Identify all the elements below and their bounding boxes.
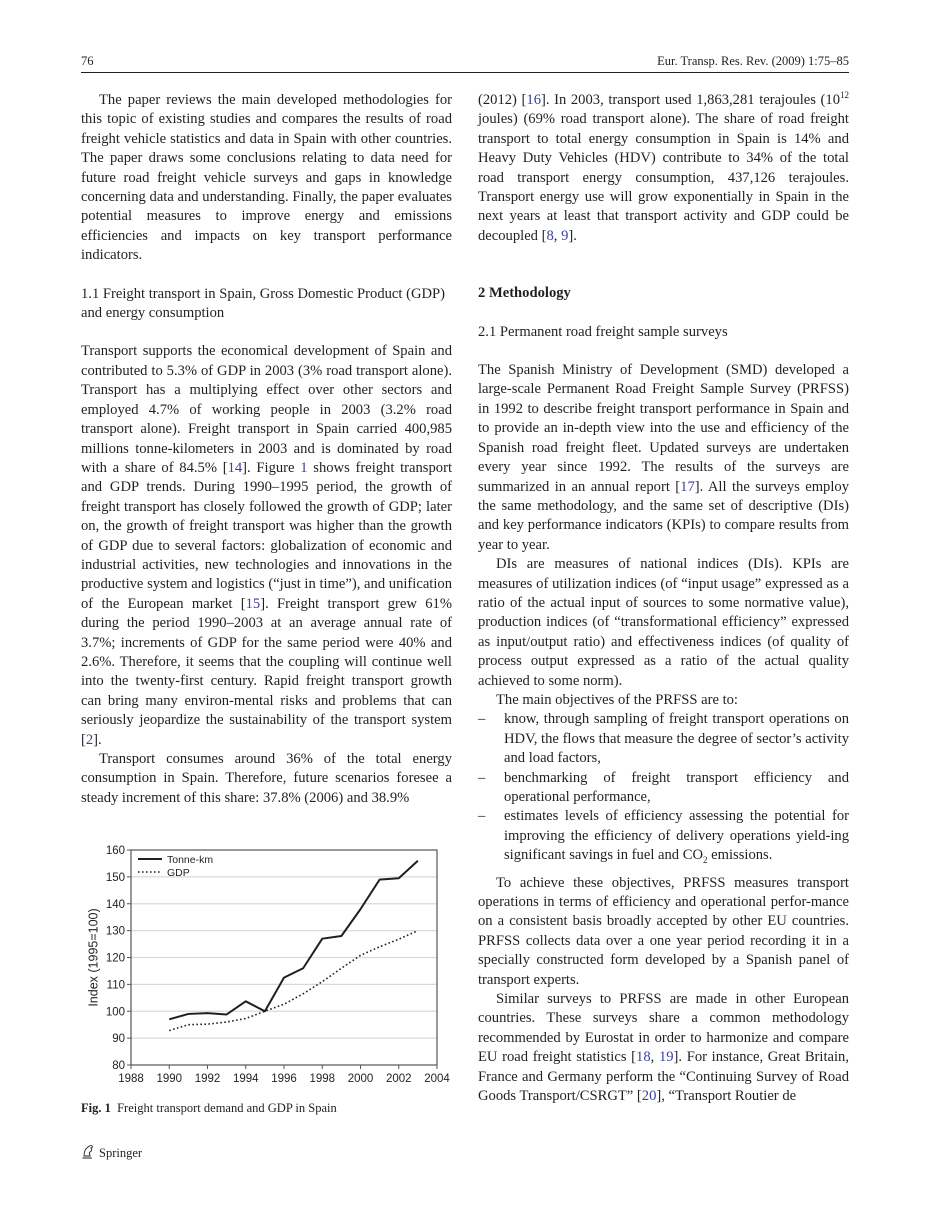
- figure-label: Fig. 1: [81, 1101, 111, 1115]
- list-item: [478, 807, 849, 865]
- list-item: – know, through sampling of freight transport operations on HDV, the flows that measure the degree of sector’s activity and load factors,: [478, 710, 849, 768]
- figure-link[interactable]: 1: [300, 459, 308, 476]
- energy-continued-paragraph: [478, 91, 849, 246]
- line-chart: [81, 842, 461, 1087]
- legend-label: GDP: [167, 867, 190, 879]
- left-column: [81, 91, 452, 808]
- citation-link[interactable]: 18: [636, 1049, 651, 1066]
- legend-label: Tonne-km: [167, 854, 214, 866]
- text-run: ]. All the surveys employ the same methodology, and the same set of descriptive (DIs) and key performance indicators (KPIs) to compare results from year to year.: [478, 478, 849, 553]
- citation-link[interactable]: 19: [658, 1049, 674, 1066]
- gridlines: [131, 877, 437, 1038]
- y-tick-label: 120: [105, 952, 125, 965]
- x-tick-labels: [118, 1073, 450, 1085]
- text-run: ]. Figure: [242, 459, 301, 476]
- citation-link[interactable]: 15: [245, 595, 261, 612]
- citation-link[interactable]: 16: [526, 92, 541, 108]
- x-tick-label: 1996: [271, 1073, 297, 1085]
- section-heading-2: 2 Methodology: [478, 285, 571, 302]
- subscript: 2: [703, 855, 708, 866]
- y-tick-label: 90: [112, 1033, 125, 1046]
- citation-link[interactable]: 9: [561, 227, 569, 244]
- citation-link[interactable]: 17: [680, 478, 695, 495]
- list-item: – benchmarking of freight transport efficiency and operational performance,: [478, 769, 849, 808]
- text-run: ]. For instance, Great Britain, France and Germany perform the “Continuing Survey of Road Goods Transport/CSRGT” [: [478, 1049, 850, 1105]
- x-tick-label: 2000: [347, 1073, 374, 1085]
- transport-economy-paragraph: [81, 342, 452, 750]
- figure-caption-text: Freight transport demand and GDP in Spain: [117, 1101, 337, 1115]
- prfss-intro-paragraph: [478, 361, 849, 555]
- citation-link[interactable]: 8: [546, 227, 554, 244]
- text-run: Transport supports the economical development of Spain and contributed to 5.3% of GDP in 2003 (3% road transport alone). Transport has a multiplying effect over other sectors and employed 4.7% of working people in 2003 (3.2% road transport alone). Freight transport in Spain carried 400,985 millions tonne-kilometers in 2003 and is dominated by road with a share of 84.5% [: [81, 343, 452, 476]
- y-tick-label: 130: [105, 925, 125, 938]
- y-tick-label: 80: [112, 1060, 125, 1072]
- text-run: ], “Transport Routier de: [656, 1088, 797, 1105]
- right-column: [478, 91, 849, 1107]
- x-tick-label: 2002: [385, 1073, 412, 1085]
- intro-paragraph: The paper reviews the main developed methodologies for this topic of existing studies and compares the results of road freight vehicle statistics and data in Spain with other countries. The paper draws some conclusions relating to data need for future road freight vehicle surveys and gaps in knowledge concerning data and understanding. Finally, the paper evaluates potential measures to improve energy and emissions efficiencies and impacts on key transport performance indicators.: [81, 92, 452, 264]
- y-tick-label: 160: [105, 845, 125, 857]
- x-tick-label: 2004: [424, 1073, 450, 1085]
- subsection-heading-2-1: 2.1 Permanent road freight sample surveys: [478, 323, 728, 340]
- series-lines: [169, 861, 418, 1031]
- objectives-list: [478, 710, 849, 865]
- series-line-gdp: [169, 931, 418, 1031]
- citation-link[interactable]: 20: [641, 1088, 657, 1105]
- x-tick-label: 1988: [118, 1073, 144, 1085]
- legend: [138, 854, 213, 879]
- citation-link[interactable]: 2: [85, 731, 94, 748]
- text-run: ].: [93, 731, 102, 748]
- objectives-intro: The main objectives of the PRFSS are to:: [496, 691, 738, 708]
- energy-paragraph: Transport consumes around 36% of the total energy consumption in Spain. Therefore, future scenarios foresee a steady increment of this share: 37.8% (2006) and 38.9%: [81, 751, 452, 806]
- text-run: (2012) [: [478, 92, 527, 108]
- subsection-heading-1-1: 1.1 Freight transport in Spain, Gross Domestic Product (GDP) and energy consumption: [81, 285, 446, 322]
- journal-citation: Eur. Transp. Res. Rev. (2009) 1:75–85: [657, 54, 849, 68]
- text-run: joules) (69% road transport alone). The share of road freight transport to total energy consumption in Spain is 14% and Heavy Duty Vehicles (HDV) contribute to 34% of the total road transport energy consumption, 437,126 terajoules. Transport energy use will grow exponentially in Spain in the next years at least that transport activity and GDP could be decoupled [: [478, 111, 849, 244]
- axes: [127, 850, 437, 1069]
- x-tick-label: 1992: [194, 1073, 221, 1085]
- y-tick-label: 110: [106, 979, 125, 992]
- text-run: ]. In 2003, transport used 1,863,281 terajoules (10: [540, 92, 840, 108]
- text-run: estimates levels of efficiency assessing the potential for improving the efficiency of delivery operations yield-ing significant savings in fuel and CO: [504, 808, 849, 864]
- text-run: emissions.: [707, 847, 773, 864]
- y-tick-label: 140: [105, 898, 125, 911]
- text-run: shows freight transport and GDP trends. During 1990–1995 period, the growth of freight transport has closely followed the growth of GDP; later on, the growth of freight transport was higher than the growth of GDP due to several factors: globalization of economic and industrial activities, new technologies and innovations in the productive system and logistics (“just in time”), and unification of the European market [: [81, 459, 452, 612]
- measures-paragraph: To achieve these objectives, PRFSS measures transport operations in terms of efficiency and operational perfor-mance on a consistent basis broadly accepted by other EU countries. PRFSS collects data over a one year period recording it in a specially constructed form developed by a Spanish panel of transport experts.: [478, 874, 849, 988]
- y-tick-label: 100: [105, 1006, 125, 1019]
- figure-1: [81, 842, 461, 1087]
- x-tick-label: 1998: [309, 1073, 336, 1085]
- page-number: 76: [81, 54, 94, 68]
- indices-paragraph: DIs are measures of national indices (DIs). KPIs are measures of utilization indices (of “input usage” expressed as a ratio of the actual input of sources to some normative value), production indices (of “transformational efficiency” expressed as input/output ratio) and effectiveness indices (of quality of process output expressed as a ratio of the actual quality achieved to some norm).: [478, 556, 849, 689]
- x-tick-label: 1990: [156, 1073, 183, 1085]
- publisher-name: Springer: [99, 1145, 143, 1160]
- text-run: The Spanish Ministry of Development (SMD) developed a large-scale Permanent Road Freight Sample Survey (PRFSS) in 1992 to describe freight transport performance in Spain and to provide an in-depth view into the use and efficiency of the Spanish road freight fleet. Updated surveys are undertaken every year since 1992. The results of the surveys are summarized in an annual report [: [478, 362, 849, 495]
- y-tick-labels: [106, 845, 125, 1072]
- x-tick-label: 1994: [232, 1073, 259, 1085]
- citation-link[interactable]: 14: [227, 459, 243, 476]
- superscript: 12: [840, 90, 849, 101]
- springer-horse-icon: [81, 1143, 95, 1163]
- text-run: Similar surveys to PRFSS are made in other European countries. These surveys share a common methodology recommended by Eurostat in order to harmonize and compare EU road freight statistics [: [478, 991, 849, 1066]
- text-run: ].: [568, 227, 577, 244]
- text-run: ,: [553, 227, 562, 244]
- y-axis-label: Index (1995=100): [86, 908, 101, 1007]
- running-header: [81, 52, 849, 73]
- figure-caption: [81, 1101, 337, 1116]
- y-tick-label: 150: [105, 871, 125, 884]
- text-run: ,: [650, 1049, 659, 1066]
- series-line-tonne-km: [169, 861, 418, 1020]
- page-footer: [81, 1143, 142, 1163]
- text-run: ]. Freight transport grew 61% during the period 1990–2003 at an average annual rate of 3.7%; increments of GDP for the same period were 40% and 2.6%. Therefore, it seems that the coupling will continue well into the twenty-first century. Rapid freight transport growth can bring many environ-mental risks and problems that can seriously jeopardize the sustainability of the transport system [: [81, 595, 452, 748]
- similar-surveys-paragraph: [478, 990, 849, 1106]
